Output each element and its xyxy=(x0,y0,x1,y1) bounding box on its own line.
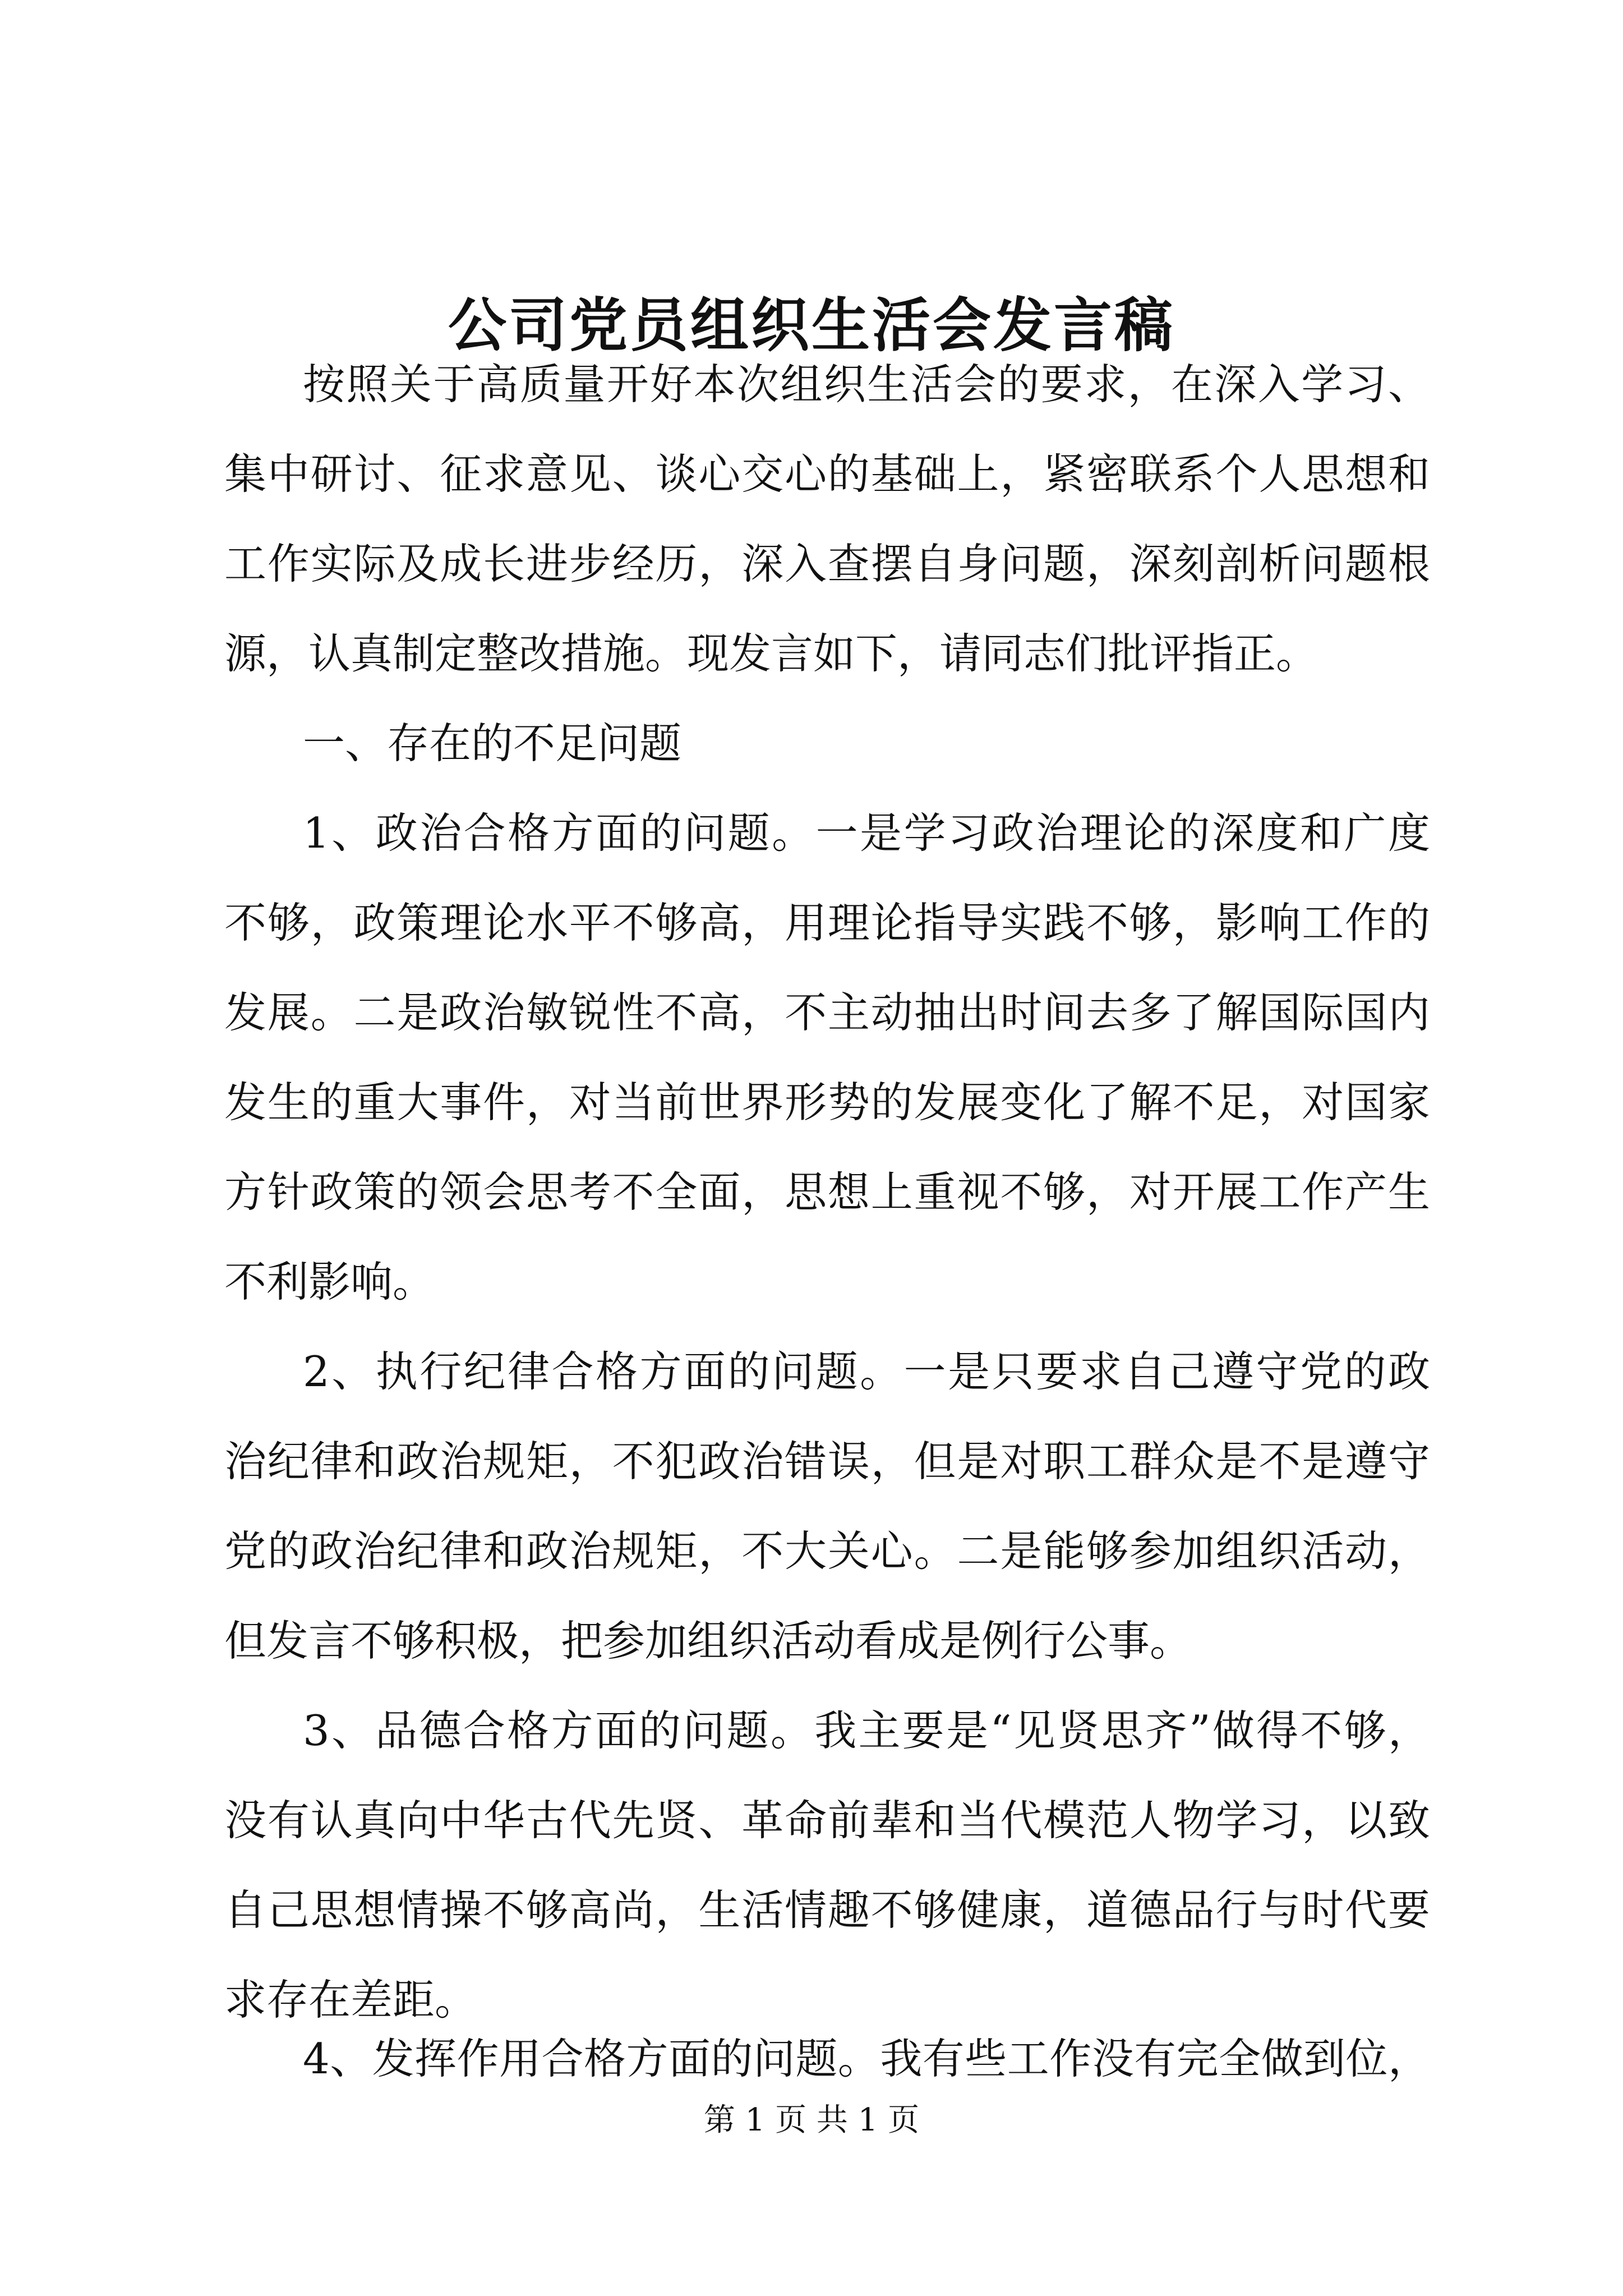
paragraph-line: 方针政策的领会思考不全面，思想上重视不够，对开展工作产生 xyxy=(224,1167,1430,1217)
paragraph-line: 源，认真制定整改措施。现发言如下，请同志们批评指正。 xyxy=(224,629,1318,678)
paragraph-line: 党的政治纪律和政治规矩，不大关心。二是能够参加组织活动， xyxy=(224,1526,1430,1576)
paragraph-line: 按照关于高质量开好本次组织生活会的要求，在深入学习、 xyxy=(303,360,1430,409)
paragraph-line: 治纪律和政治规矩，不犯政治错误，但是对职工群众是不是遵守 xyxy=(224,1437,1430,1486)
paragraph-line: 1、政治合格方面的问题。一是学习政治理论的深度和广度 xyxy=(303,808,1430,858)
paragraph-line: 集中研讨、征求意见、谈心交心的基础上，紧密联系个人思想和 xyxy=(224,449,1430,499)
paragraph-line: 2、执行纪律合格方面的问题。一是只要求自己遵守党的政 xyxy=(303,1347,1430,1396)
paragraph-line: 发展。二是政治敏锐性不高，不主动抽出时间去多了解国际国内 xyxy=(224,988,1430,1037)
paragraph-line: 3、品德合格方面的问题。我主要是“见贤思齐”做得不够， xyxy=(303,1706,1430,1755)
paragraph-line: 4、发挥作用合格方面的问题。我有些工作没有完全做到位， xyxy=(303,2034,1430,2083)
paragraph-line: 但发言不够积极，把参加组织活动看成是例行公事。 xyxy=(224,1616,1192,1665)
section-heading: 一、存在的不足问题 xyxy=(303,719,682,768)
paragraph-line: 不利影响。 xyxy=(224,1257,435,1306)
paragraph-line: 不够，政策理论水平不够高，用理论指导实践不够，影响工作的 xyxy=(224,898,1430,947)
paragraph-line: 没有认真向中华古代先贤、革命前辈和当代模范人物学习，以致 xyxy=(224,1796,1430,1845)
paragraph-line: 工作实际及成长进步经历，深入查摆自身问题，深刻剖析问题根 xyxy=(224,539,1430,588)
document-title: 公司党员组织生活会发言稿 xyxy=(448,291,1175,360)
paragraph-line: 自己思想情操不够高尚，生活情趣不够健康，道德品行与时代要 xyxy=(224,1885,1430,1935)
paragraph-line: 发生的重大事件，对当前世界形势的发展变化了解不足，对国家 xyxy=(224,1078,1430,1127)
page-footer: 第 1 页 共 1 页 xyxy=(703,2102,920,2138)
paragraph-line: 求存在差距。 xyxy=(224,1975,477,2024)
